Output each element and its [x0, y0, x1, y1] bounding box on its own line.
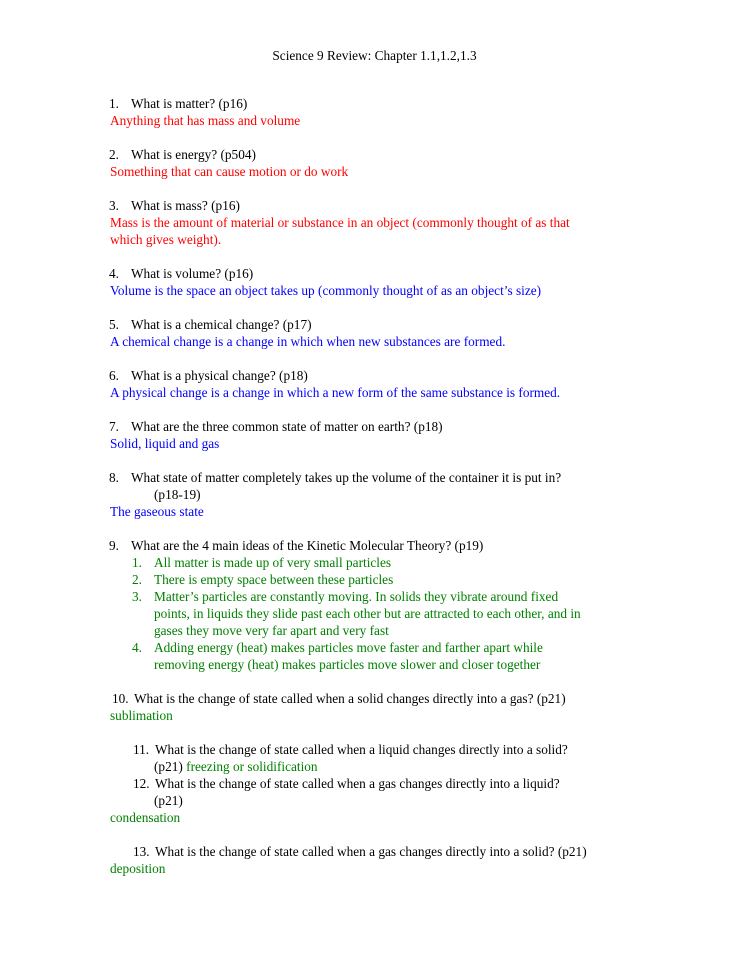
question-number: 4.	[109, 266, 119, 281]
question-8	[109, 469, 651, 486]
question-text: What are the three common state of matter on earth? (p18)	[131, 419, 443, 434]
answer-7: Solid, liquid and gas	[110, 436, 220, 451]
question-number: 10.	[112, 691, 129, 706]
question-text: What is a chemical change? (p17)	[131, 317, 312, 332]
list-item	[132, 588, 634, 639]
list-text: There is empty space between these particles	[154, 572, 394, 587]
question-5	[109, 316, 631, 333]
answer-6: A physical change is a change in which a new form of the same substance is formed.	[110, 385, 561, 400]
list-number: 2.	[132, 572, 142, 587]
question-8-line-2: (p18-19)	[154, 487, 201, 502]
question-text-line-1: What is the change of state called when a gas changes directly into a liquid?	[155, 776, 560, 791]
page-title: Science 9 Review: Chapter 1.1,1.2,1.3	[272, 48, 477, 63]
question-text: What is a physical change? (p18)	[131, 368, 308, 383]
question-number: 12.	[133, 776, 150, 791]
list-number: 3.	[132, 589, 142, 604]
question-12	[133, 775, 675, 792]
question-text: What is mass? (p16)	[131, 198, 240, 213]
question-10	[112, 690, 654, 707]
list-item	[132, 571, 634, 588]
list-item	[132, 639, 634, 673]
answer-4: Volume is the space an object takes up (commonly thought of as an object’s size)	[110, 283, 542, 298]
answer-2: Something that can cause motion or do work	[110, 164, 349, 179]
question-number: 6.	[109, 368, 119, 383]
question-number: 1.	[109, 96, 119, 111]
list-number: 4.	[132, 640, 142, 655]
question-2	[109, 146, 631, 163]
question-4	[109, 265, 631, 282]
question-text-line-1: What state of matter completely takes up the volume of the container it is put in?	[131, 470, 562, 485]
question-number: 3.	[109, 198, 119, 213]
question-text-line-1: What is the change of state called when a liquid changes directly into a solid?	[155, 742, 568, 757]
question-text: What is the change of state called when a solid changes directly into a gas? (p21)	[134, 691, 566, 706]
answer-10: sublimation	[110, 708, 173, 723]
list-item	[132, 554, 634, 571]
answer-3-line-1: Mass is the amount of material or substance in an object (commonly thought of as that	[110, 215, 570, 230]
question-number: 7.	[109, 419, 119, 434]
question-number: 2.	[109, 147, 119, 162]
question-9	[109, 537, 651, 554]
answer-8: The gaseous state	[110, 504, 204, 519]
question-number: 8.	[109, 470, 119, 485]
question-11-line-2	[154, 758, 318, 775]
answer-12: condensation	[110, 810, 181, 825]
question-text: What is volume? (p16)	[131, 266, 254, 281]
question-number: 5.	[109, 317, 119, 332]
question-3	[109, 197, 631, 214]
question-text: What is matter? (p16)	[131, 96, 248, 111]
question-11	[133, 741, 675, 758]
question-text: What is the change of state called when a gas changes directly into a solid? (p21)	[155, 844, 587, 859]
answer-11: freezing or solidification	[186, 759, 318, 774]
question-text: What is energy? (p504)	[131, 147, 256, 162]
answer-13: deposition	[110, 861, 166, 876]
question-text: What are the 4 main ideas of the Kinetic Molecular Theory? (p19)	[131, 538, 484, 553]
question-number: 9.	[109, 538, 119, 553]
list-text: All matter is made up of very small particles	[154, 555, 392, 570]
question-6	[109, 367, 631, 384]
list-text: Matter’s particles are constantly moving. In solids they vibrate around fixed	[154, 589, 559, 604]
list-text: Adding energy (heat) makes particles move faster and farther apart while	[154, 640, 543, 655]
question-12-line-2: (p21)	[154, 793, 183, 808]
answer-5: A chemical change is a change in which when new substances are formed.	[110, 334, 506, 349]
question-number: 13.	[133, 844, 150, 859]
question-number: 11.	[133, 742, 150, 757]
list-text: removing energy (heat) makes particles move slower and closer together	[154, 657, 541, 672]
question-1	[109, 95, 631, 112]
answer-1: Anything that has mass and volume	[110, 113, 301, 128]
list-text: gases they move very far apart and very fast	[154, 623, 389, 638]
question-text-line-2: (p21)	[154, 759, 183, 774]
question-13	[133, 843, 675, 860]
question-7	[109, 418, 631, 435]
list-number: 1.	[132, 555, 142, 570]
list-text: points, in liquids they slide past each other but are attracted to each other, and in	[154, 606, 581, 621]
answer-3-line-2: which gives weight).	[110, 232, 222, 247]
